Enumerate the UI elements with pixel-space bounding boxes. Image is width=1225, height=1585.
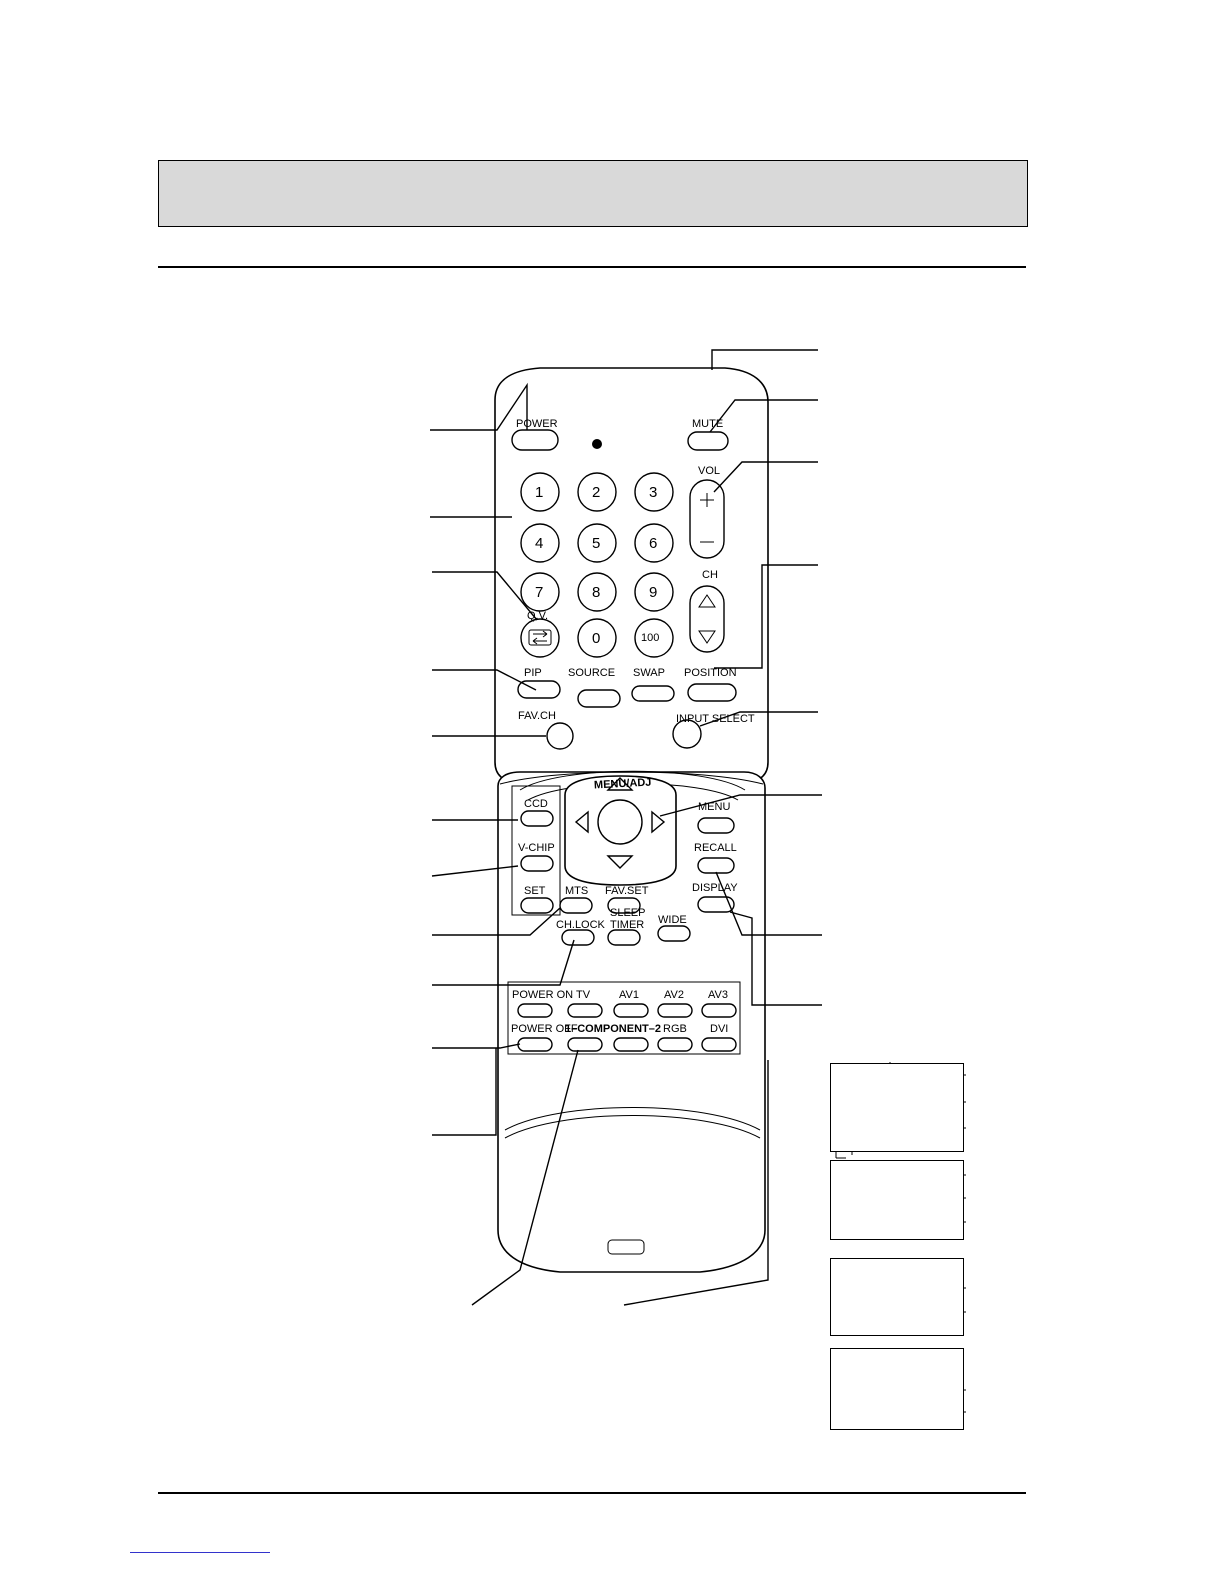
sleep-label: SLEEP [610,907,646,919]
sleep-timer-button [608,930,640,945]
osd-panel-3 [830,1258,964,1336]
osd-panel-2 [830,1160,964,1240]
av2-label: AV2 [664,989,684,1001]
mute-button [688,432,728,450]
component-label: 1–COMPONENT–2 [565,1023,661,1035]
key-0-label: 0 [592,630,601,647]
power-on-button [518,1004,552,1017]
menu-adj-label: MENU/ADJ [593,776,652,792]
power-label: POWER [516,418,558,430]
key-8-label: 8 [592,584,601,601]
wide-button [658,926,690,941]
vol-label: VOL [698,465,721,477]
timer-label: TIMER [610,919,645,931]
av1-button [614,1004,648,1017]
fav-set-label: FAV.SET [605,885,649,897]
ch-lock-button [562,930,594,945]
source-label: SOURCE [568,667,616,679]
power-off-button [518,1038,552,1051]
power-button [512,430,558,450]
av3-button [702,1004,736,1017]
mute-label: MUTE [692,418,724,430]
menu-label: MENU [698,801,731,813]
ch-label: CH [702,569,718,581]
v-chip-button [521,856,553,871]
key-5-label: 5 [592,535,601,552]
tv-button [568,1004,602,1017]
power-off-label: POWER OFF [511,1023,578,1035]
key-qv [521,619,559,657]
fav-ch-button [547,723,573,749]
dvi-label: DVI [710,1023,729,1035]
display-button [698,897,734,912]
menu-button [698,818,734,833]
osd-panel-4 [830,1348,964,1430]
wide-label: WIDE [658,914,687,926]
av1-label: AV1 [619,989,639,1001]
pip-label: PIP [524,667,542,679]
volume-rocker [690,480,724,558]
fav-ch-label: FAV.CH [518,710,556,722]
key-2-label: 2 [592,484,601,501]
power-on-label: POWER ON [512,989,574,1001]
ir-indicator [592,439,602,449]
v-chip-label: V-CHIP [518,842,555,854]
key-100-label: 100 [641,632,660,644]
ccd-label: CCD [524,798,548,810]
source-button [578,690,620,707]
rgb-label: RGB [663,1023,687,1035]
key-7-label: 7 [535,584,544,601]
ccd-button [521,811,553,826]
swap-label: SWAP [633,667,665,679]
dvi-button [702,1038,736,1051]
qv-label: Q.V. [527,610,548,622]
recall-button [698,858,734,873]
mts-button [560,898,592,913]
component2-button [614,1038,648,1051]
position-button [688,684,736,701]
nav-center-enter [598,800,642,844]
key-4-label: 4 [535,535,544,552]
recall-label: RECALL [694,842,737,854]
key-9-label: 9 [649,584,658,601]
osd-panel-1 [830,1063,964,1152]
rgb-button [658,1038,692,1051]
display-label: DISPLAY [692,882,738,894]
tv-label: TV [576,989,591,1001]
position-label: POSITION [684,667,737,679]
key-1-label: 1 [535,484,544,501]
ch-lock-label: CH.LOCK [556,919,605,931]
av2-button [658,1004,692,1017]
swap-button [632,686,674,701]
set-label: SET [524,885,546,897]
input-select-label: INPUT SELECT [676,713,755,725]
set-button [521,898,553,913]
av3-label: AV3 [708,989,728,1001]
key-6-label: 6 [649,535,658,552]
component1-button [568,1038,602,1051]
key-3-label: 3 [649,484,658,501]
mts-label: MTS [565,885,589,897]
